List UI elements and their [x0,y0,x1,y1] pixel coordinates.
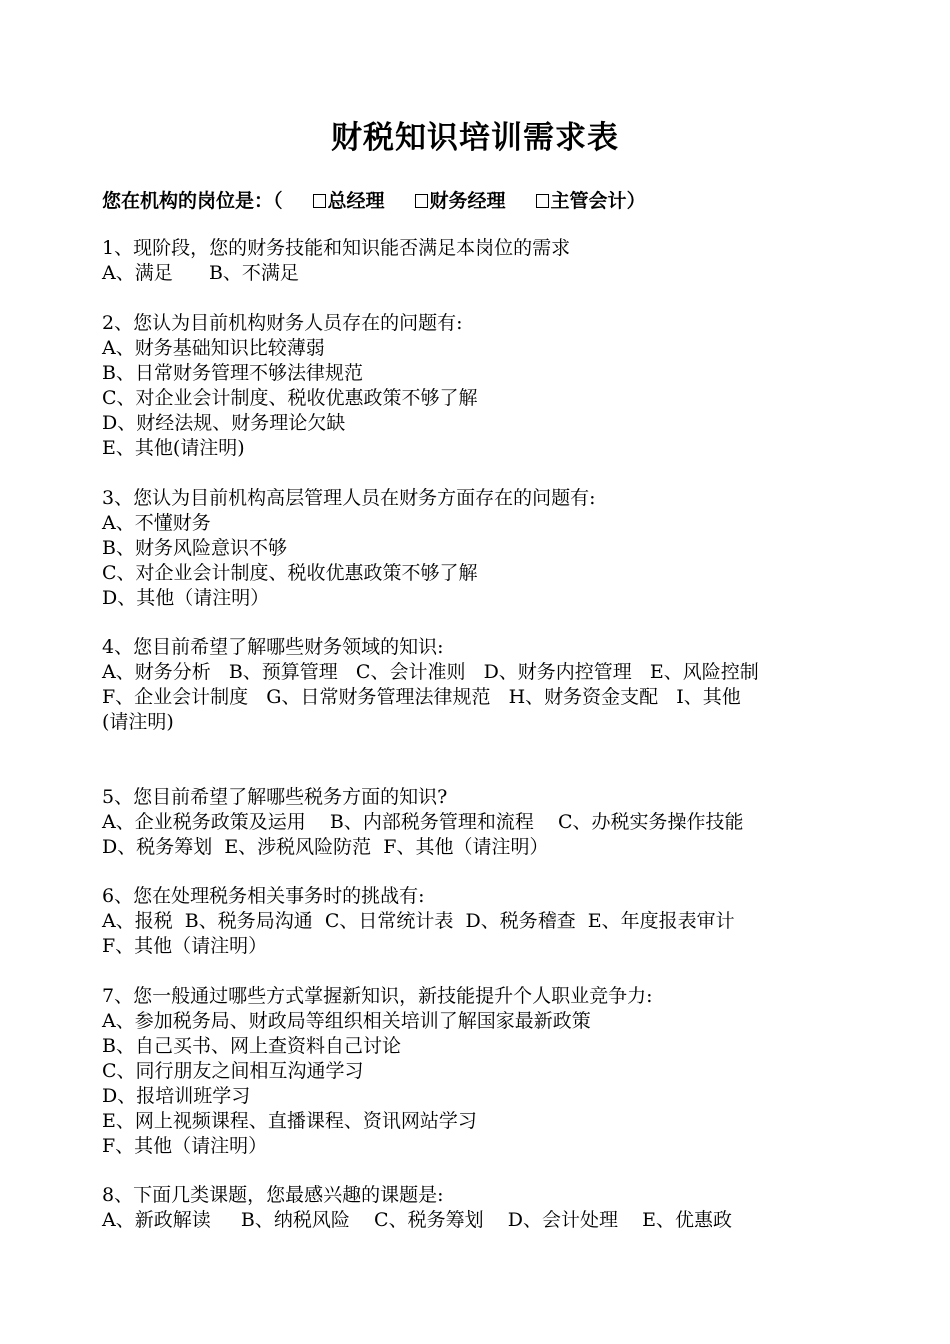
answer-option: E、其他(请注明) [102,437,245,459]
answer-options: A、财务分析 B、预算管理 C、会计准则 D、财务内控管理 E、风险控制 [102,661,759,683]
answer-option: C、对企业会计制度、税收优惠政策不够了解 [102,562,478,584]
answer-option: A、参加税务局、财政局等组织相关培训了解国家最新政策 [102,1010,591,1032]
answer-option: D、财经法规、财务理论欠缺 [102,412,346,434]
answer-option: A、不懂财务 [102,512,211,534]
answer-option: D、报培训班学习 [102,1085,251,1107]
question-5 [102,785,852,860]
answer-option: B、日常财务管理不够法律规范 [102,362,363,384]
question-text: 2、您认为目前机构财务人员存在的问题有: [102,312,463,334]
answer-option: C、同行朋友之间相互沟通学习 [102,1060,364,1082]
answer-option: F、其他（请注明） [102,1135,268,1157]
role-prompt: 您在机构的岗位是：（ [102,190,283,212]
answer-option: D、其他（请注明） [102,587,270,609]
answer-options: A、满足 B、不满足 [102,262,299,284]
checkbox-icon[interactable] [313,194,326,208]
question-8 [102,1183,852,1233]
role-option-general-manager[interactable]: 总经理 [313,190,385,212]
question-text: 1、现阶段，您的财务技能和知识能否满足本岗位的需求 [102,237,571,259]
answer-options: (请注明) [102,711,174,733]
answer-options: F、其他（请注明） [102,935,268,957]
answer-options: F、企业会计制度 G、日常财务管理法律规范 H、财务资金支配 I、其他 [102,686,741,708]
role-option-chief-accountant[interactable]: 主管会计 [536,190,627,212]
question-text: 8、下面几类课题，您最感兴趣的课题是: [102,1184,444,1206]
checkbox-icon[interactable] [536,194,549,208]
question-2 [102,311,852,461]
answer-option: B、自己买书、网上查资料自己讨论 [102,1035,401,1057]
answer-option: E、网上视频课程、直播课程、资讯网站学习 [102,1110,477,1132]
role-question [102,186,862,213]
question-1 [102,236,852,286]
question-7 [102,984,852,1159]
question-text: 5、您目前希望了解哪些税务方面的知识? [102,786,448,808]
answer-option: B、财务风险意识不够 [102,537,287,559]
checkbox-icon[interactable] [415,194,428,208]
answer-options: D、税务筹划 E、涉税风险防范 F、其他（请注明） [102,836,549,858]
question-text: 3、您认为目前机构高层管理人员在财务方面存在的问题有: [102,487,596,509]
role-option-finance-manager[interactable]: 财务经理 [415,190,506,212]
question-4 [102,635,852,735]
question-text: 4、您目前希望了解哪些财务领域的知识: [102,636,444,658]
answer-option: C、对企业会计制度、税收优惠政策不够了解 [102,387,478,409]
answer-options: A、新政解读 B、纳税风险 C、税务筹划 D、会计处理 E、优惠政 [102,1209,732,1231]
answer-options: A、报税 B、税务局沟通 C、日常统计表 D、税务稽查 E、年度报表审计 [102,910,735,932]
question-text: 6、您在处理税务相关事务时的挑战有: [102,885,425,907]
page-title: 财税知识培训需求表 [331,120,619,156]
question-text: 7、您一般通过哪些方式掌握新知识，新技能提升个人职业竞争力: [102,985,653,1007]
answer-option: A、财务基础知识比较薄弱 [102,337,325,359]
role-close: ） [626,190,646,212]
question-6 [102,884,852,959]
question-3 [102,486,852,611]
answer-options: A、企业税务政策及运用 B、内部税务管理和流程 C、办税实务操作技能 [102,811,744,833]
